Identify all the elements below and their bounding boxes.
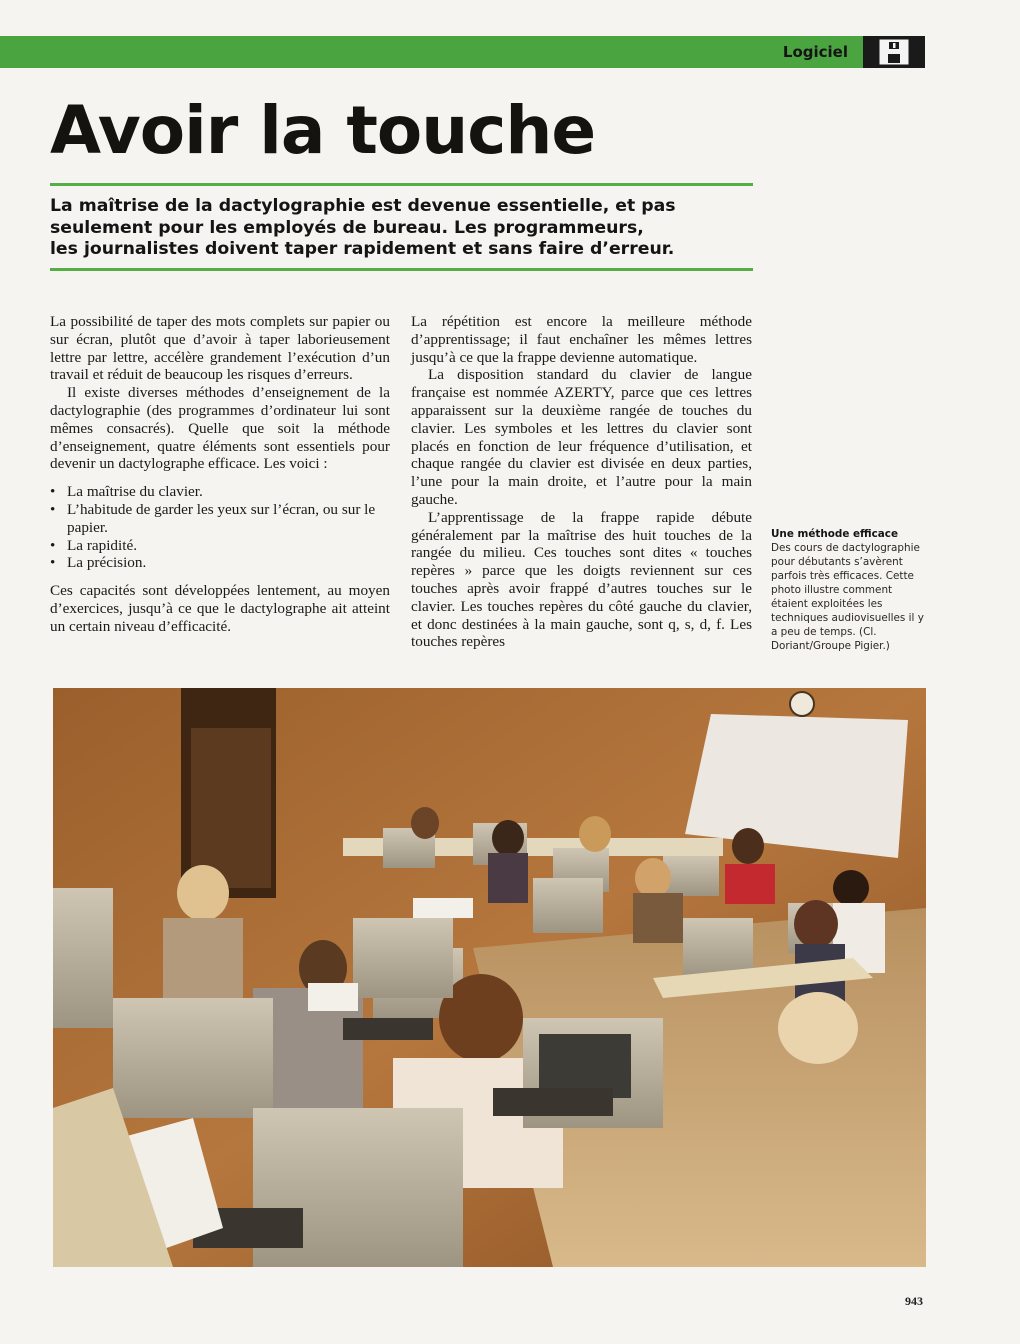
section-icon-box [863,36,925,68]
bullet-item: • La précision. [50,554,390,572]
caption-title: Une méthode efficace [771,528,898,540]
paragraph: La répétition est encore la meilleure méthode d’apprentissage; il faut enchaîner les mêmes lettres jusqu’à ce que la frappe devienne automatique. [411,313,752,366]
paragraph: La possibilité de taper des mots complets sur papier ou sur écran, plutôt que d’avoir à taper laborieusement lettre par lettre, accélère grandement l’exécution d’un travail et réduit de beaucoup les risques d’erreurs. [50,313,390,384]
paragraph: L’apprentissage de la frappe rapide débute généralement par la maîtrise des huit touches de la rangée du milieu. Ces touches sont dites « touches repères » parce que les doigts reviennent sur ces touches après avoir frappé d’autres touches sur le clavier. Les touches repères du côté gauche du clavier, et donc destinées à la main gauche, sont q, s, d, f. Les touches repères [411,508,752,651]
caption-text: Des cours de dactylographie pour débutants s’avèrent parfois très efficaces. Cette photo illustre comment étaient exploitées les techniques audiovisuelles il y a peu de temps. (Cl. Doriant/Groupe Pigier.) [771,542,924,652]
bullet-item: • La rapidité. [50,537,390,555]
section-label: Logiciel [782,43,848,61]
lead-top-rule [50,183,753,186]
floppy-disk-icon [879,39,909,65]
article-title: Avoir la touche [50,92,596,169]
paragraph: La disposition standard du clavier de langue française est nommée AZERTY, parce que ces lettres apparaissent sur la deuxième rangée de touches du clavier. Les symboles et les lettres du clavier sont placés en fonction de leur fréquence d’utilisation, et chaque rangée du clavier est divisée en deux parties, l’une pour la main droite, et l’autre pour la main gauche. [411,366,752,508]
classroom-photo [53,688,926,1267]
page-number: 943 [905,1294,923,1308]
paragraph: Il existe diverses méthodes d’enseignement de la dactylographie (des programmes d’ordinateur lui sont mêmes consacrés). Quelle que soit la méthode d’enseignement, quatre éléments sont essentiels pour devenir un dactylographe efficace. Les voici : [50,384,390,473]
photo-caption [771,527,931,653]
article-lead [50,196,740,261]
lead-bottom-rule [50,268,753,271]
lead-line: La maîtrise de la dactylographie est devenue essentielle, et pas [50,196,676,216]
text-column-1 [50,313,390,636]
paragraph: Ces capacités sont développées lentement, au moyen d’exercices, jusqu’à ce que le dactylographe ait atteint un certain niveau d’efficacité. [50,582,390,635]
bullet-item: • L’habitude de garder les yeux sur l’écran, ou sur le papier. [50,501,390,537]
lead-line: seulement pour les employés de bureau. Les programmeurs, [50,217,644,238]
bullet-item: • La maîtrise du clavier. [50,483,390,501]
bullet-list [50,483,390,572]
text-column-2 [411,313,752,651]
lead-line: les journalistes doivent taper rapidement et sans faire d’erreur. [50,239,675,259]
section-header-band [0,36,925,68]
